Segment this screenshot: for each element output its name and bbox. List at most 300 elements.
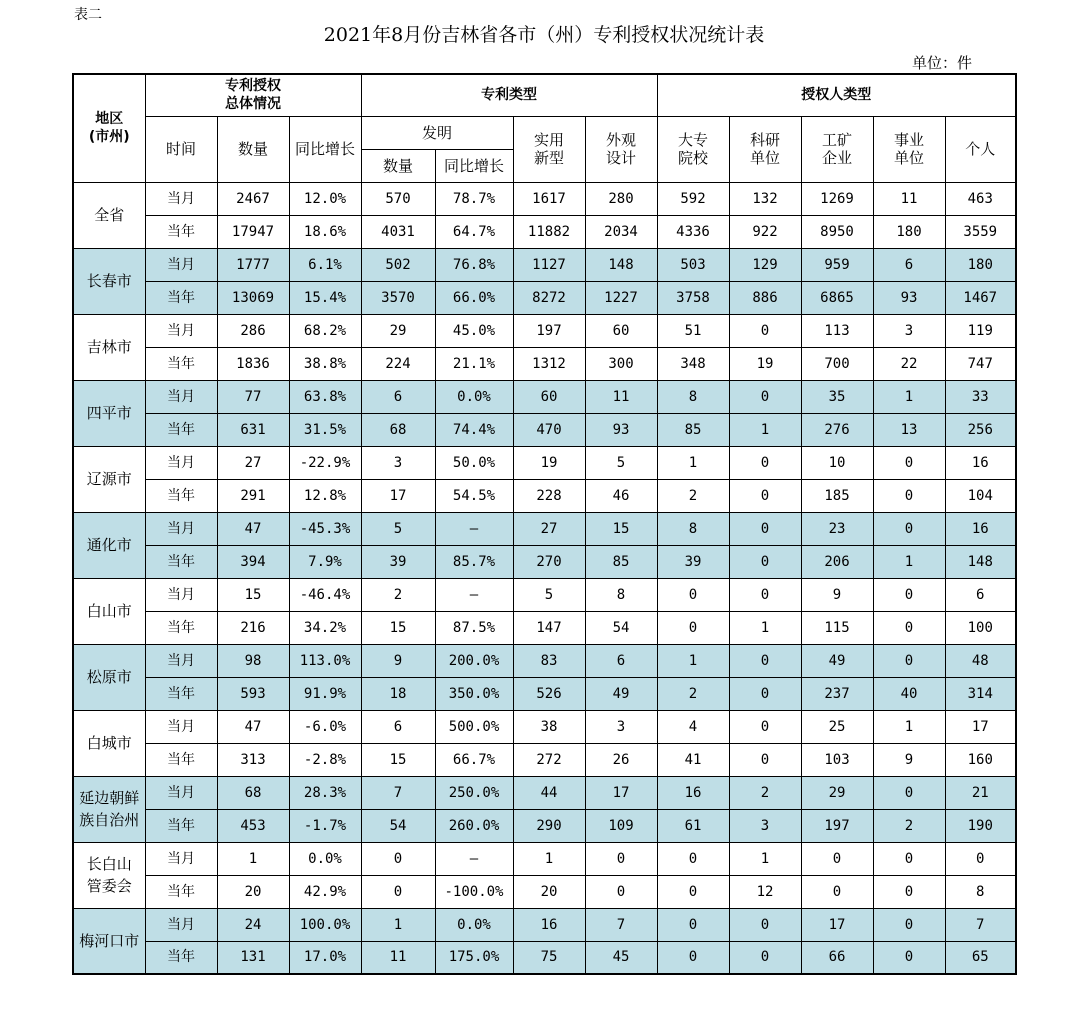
table-row xyxy=(73,446,1016,479)
value-cell: 175.0% xyxy=(435,941,513,974)
header-region: 地区 (市州) xyxy=(73,74,145,182)
value-cell: 0 xyxy=(657,842,729,875)
value-cell: 29 xyxy=(801,776,873,809)
table-row xyxy=(73,875,1016,908)
value-cell: 115 xyxy=(801,611,873,644)
period-cell: 当年 xyxy=(145,281,217,314)
value-cell: 42.9% xyxy=(289,875,361,908)
value-cell: 747 xyxy=(945,347,1016,380)
value-cell: 5 xyxy=(585,446,657,479)
value-cell: 54 xyxy=(585,611,657,644)
value-cell: 0 xyxy=(729,644,801,677)
value-cell: 197 xyxy=(513,314,585,347)
value-cell: 60 xyxy=(585,314,657,347)
table-row xyxy=(73,842,1016,875)
value-cell: 113 xyxy=(801,314,873,347)
value-cell: 76.8% xyxy=(435,248,513,281)
value-cell: 6 xyxy=(873,248,945,281)
document-label: 表二 xyxy=(74,7,102,23)
value-cell: 700 xyxy=(801,347,873,380)
value-cell: 28.3% xyxy=(289,776,361,809)
value-cell: 3 xyxy=(873,314,945,347)
value-cell: 1 xyxy=(513,842,585,875)
value-cell: 570 xyxy=(361,182,435,215)
page-title: 2021年8月份吉林省各市（州）专利授权状况统计表 xyxy=(323,24,765,46)
value-cell: 15 xyxy=(585,512,657,545)
value-cell: 1 xyxy=(873,710,945,743)
table-row xyxy=(73,182,1016,215)
value-cell: 132 xyxy=(729,182,801,215)
period-cell: 当年 xyxy=(145,875,217,908)
table-row xyxy=(73,743,1016,776)
value-cell: 250.0% xyxy=(435,776,513,809)
value-cell: 93 xyxy=(585,413,657,446)
value-cell: 8 xyxy=(945,875,1016,908)
period-cell: 当年 xyxy=(145,215,217,248)
value-cell: 6 xyxy=(945,578,1016,611)
period-cell: 当年 xyxy=(145,545,217,578)
value-cell: 0 xyxy=(873,842,945,875)
value-cell: 12.0% xyxy=(289,182,361,215)
value-cell: 25 xyxy=(801,710,873,743)
value-cell: 300 xyxy=(585,347,657,380)
value-cell: 959 xyxy=(801,248,873,281)
value-cell: 83 xyxy=(513,644,585,677)
value-cell: 4031 xyxy=(361,215,435,248)
value-cell: 3570 xyxy=(361,281,435,314)
value-cell: 2 xyxy=(873,809,945,842)
value-cell: 526 xyxy=(513,677,585,710)
value-cell: 0 xyxy=(873,611,945,644)
value-cell: 0 xyxy=(657,611,729,644)
header-college: 大专 院校 xyxy=(657,116,729,182)
value-cell: 1 xyxy=(657,446,729,479)
table-row xyxy=(73,776,1016,809)
region-cell: 白城市 xyxy=(73,710,145,776)
header-institution: 事业 单位 xyxy=(873,116,945,182)
value-cell: 0 xyxy=(873,941,945,974)
region-cell: 梅河口市 xyxy=(73,908,145,974)
value-cell: 0 xyxy=(729,380,801,413)
value-cell: 31.5% xyxy=(289,413,361,446)
header-enterprise: 工矿 企业 xyxy=(801,116,873,182)
value-cell: 0 xyxy=(873,875,945,908)
period-cell: 当年 xyxy=(145,611,217,644)
table-row xyxy=(73,413,1016,446)
value-cell: 260.0% xyxy=(435,809,513,842)
table-row xyxy=(73,512,1016,545)
value-cell: 0 xyxy=(729,578,801,611)
value-cell: -2.8% xyxy=(289,743,361,776)
value-cell: 0 xyxy=(729,512,801,545)
value-cell: 8272 xyxy=(513,281,585,314)
value-cell: 1 xyxy=(729,413,801,446)
table-row xyxy=(73,710,1016,743)
value-cell: 0 xyxy=(657,578,729,611)
table-row xyxy=(73,578,1016,611)
value-cell: 39 xyxy=(361,545,435,578)
value-cell: 46 xyxy=(585,479,657,512)
region-cell: 长白山 管委会 xyxy=(73,842,145,908)
value-cell: 290 xyxy=(513,809,585,842)
value-cell: 22 xyxy=(873,347,945,380)
table-row xyxy=(73,941,1016,974)
value-cell: 0 xyxy=(585,842,657,875)
value-cell: 0 xyxy=(729,545,801,578)
value-cell: 18.6% xyxy=(289,215,361,248)
value-cell: 35 xyxy=(801,380,873,413)
value-cell: 197 xyxy=(801,809,873,842)
value-cell: 15.4% xyxy=(289,281,361,314)
value-cell: 7.9% xyxy=(289,545,361,578)
value-cell: 272 xyxy=(513,743,585,776)
value-cell: 38.8% xyxy=(289,347,361,380)
value-cell: 0 xyxy=(361,875,435,908)
value-cell: 1227 xyxy=(585,281,657,314)
period-cell: 当月 xyxy=(145,578,217,611)
value-cell: 148 xyxy=(945,545,1016,578)
period-cell: 当月 xyxy=(145,248,217,281)
value-cell: 45 xyxy=(585,941,657,974)
value-cell: 13069 xyxy=(217,281,289,314)
value-cell: 66.7% xyxy=(435,743,513,776)
value-cell: 16 xyxy=(657,776,729,809)
value-cell: 593 xyxy=(217,677,289,710)
value-cell: 1777 xyxy=(217,248,289,281)
period-cell: 当年 xyxy=(145,743,217,776)
value-cell: 0 xyxy=(657,908,729,941)
period-cell: 当年 xyxy=(145,677,217,710)
value-cell: 1467 xyxy=(945,281,1016,314)
table-row xyxy=(73,611,1016,644)
value-cell: 40 xyxy=(873,677,945,710)
period-cell: 当月 xyxy=(145,314,217,347)
header-invention: 发明 xyxy=(361,116,513,149)
value-cell: 54.5% xyxy=(435,479,513,512)
value-cell: 0 xyxy=(657,941,729,974)
value-cell: 93 xyxy=(873,281,945,314)
value-cell: — xyxy=(435,578,513,611)
header-invention-count: 数量 xyxy=(361,149,435,182)
value-cell: 0 xyxy=(873,776,945,809)
header-count: 数量 xyxy=(217,116,289,182)
value-cell: 1269 xyxy=(801,182,873,215)
value-cell: 34.2% xyxy=(289,611,361,644)
table-row xyxy=(73,479,1016,512)
header-time: 时间 xyxy=(145,116,217,182)
value-cell: 19 xyxy=(513,446,585,479)
value-cell: 291 xyxy=(217,479,289,512)
value-cell: -1.7% xyxy=(289,809,361,842)
table-row xyxy=(73,380,1016,413)
value-cell: 47 xyxy=(217,710,289,743)
value-cell: 286 xyxy=(217,314,289,347)
value-cell: 65 xyxy=(945,941,1016,974)
value-cell: 8950 xyxy=(801,215,873,248)
value-cell: 206 xyxy=(801,545,873,578)
value-cell: 6.1% xyxy=(289,248,361,281)
value-cell: 3559 xyxy=(945,215,1016,248)
value-cell: 15 xyxy=(217,578,289,611)
value-cell: 38 xyxy=(513,710,585,743)
value-cell: 48 xyxy=(945,644,1016,677)
value-cell: 503 xyxy=(657,248,729,281)
value-cell: 3 xyxy=(585,710,657,743)
value-cell: 131 xyxy=(217,941,289,974)
value-cell: 4 xyxy=(657,710,729,743)
value-cell: 7 xyxy=(945,908,1016,941)
value-cell: 3 xyxy=(361,446,435,479)
period-cell: 当月 xyxy=(145,644,217,677)
value-cell: 85 xyxy=(657,413,729,446)
header-individual: 个人 xyxy=(945,116,1016,182)
value-cell: 18 xyxy=(361,677,435,710)
value-cell: 44 xyxy=(513,776,585,809)
value-cell: 348 xyxy=(657,347,729,380)
value-cell: 16 xyxy=(513,908,585,941)
value-cell: 20 xyxy=(513,875,585,908)
period-cell: 当年 xyxy=(145,347,217,380)
value-cell: 103 xyxy=(801,743,873,776)
value-cell: 41 xyxy=(657,743,729,776)
table-row xyxy=(73,215,1016,248)
value-cell: 3758 xyxy=(657,281,729,314)
value-cell: 280 xyxy=(585,182,657,215)
value-cell: 54 xyxy=(361,809,435,842)
period-cell: 当年 xyxy=(145,941,217,974)
table-row xyxy=(73,809,1016,842)
value-cell: 61 xyxy=(657,809,729,842)
value-cell: 0 xyxy=(361,842,435,875)
value-cell: 63.8% xyxy=(289,380,361,413)
table-row xyxy=(73,281,1016,314)
period-cell: 当月 xyxy=(145,908,217,941)
header-invention-yoy: 同比增长 xyxy=(435,149,513,182)
value-cell: 113.0% xyxy=(289,644,361,677)
value-cell: 1 xyxy=(729,611,801,644)
value-cell: 27 xyxy=(217,446,289,479)
value-cell: 237 xyxy=(801,677,873,710)
value-cell: 0.0% xyxy=(289,842,361,875)
value-cell: 100 xyxy=(945,611,1016,644)
value-cell: 7 xyxy=(585,908,657,941)
period-cell: 当月 xyxy=(145,512,217,545)
value-cell: 3 xyxy=(729,809,801,842)
period-cell: 当年 xyxy=(145,479,217,512)
table-row xyxy=(73,644,1016,677)
value-cell: 1 xyxy=(873,545,945,578)
value-cell: 47 xyxy=(217,512,289,545)
value-cell: 64.7% xyxy=(435,215,513,248)
value-cell: 0 xyxy=(945,842,1016,875)
value-cell: 2 xyxy=(657,677,729,710)
value-cell: 11 xyxy=(361,941,435,974)
value-cell: 17.0% xyxy=(289,941,361,974)
value-cell: 85 xyxy=(585,545,657,578)
value-cell: 109 xyxy=(585,809,657,842)
value-cell: 27 xyxy=(513,512,585,545)
value-cell: 17 xyxy=(801,908,873,941)
header-patent-type: 专利类型 xyxy=(361,74,657,116)
value-cell: 886 xyxy=(729,281,801,314)
value-cell: 148 xyxy=(585,248,657,281)
value-cell: 276 xyxy=(801,413,873,446)
table-row xyxy=(73,677,1016,710)
table-row xyxy=(73,545,1016,578)
period-cell: 当月 xyxy=(145,446,217,479)
value-cell: 0 xyxy=(729,743,801,776)
value-cell: 17 xyxy=(945,710,1016,743)
region-cell: 白山市 xyxy=(73,578,145,644)
value-cell: -22.9% xyxy=(289,446,361,479)
value-cell: 100.0% xyxy=(289,908,361,941)
value-cell: 592 xyxy=(657,182,729,215)
value-cell: 0 xyxy=(729,314,801,347)
value-cell: 68 xyxy=(361,413,435,446)
value-cell: 20 xyxy=(217,875,289,908)
value-cell: -6.0% xyxy=(289,710,361,743)
value-cell: -46.4% xyxy=(289,578,361,611)
value-cell: 39 xyxy=(657,545,729,578)
value-cell: 256 xyxy=(945,413,1016,446)
value-cell: 29 xyxy=(361,314,435,347)
value-cell: 5 xyxy=(361,512,435,545)
value-cell: 0 xyxy=(657,875,729,908)
period-cell: 当月 xyxy=(145,182,217,215)
period-cell: 当月 xyxy=(145,842,217,875)
region-cell: 四平市 xyxy=(73,380,145,446)
value-cell: 0.0% xyxy=(435,380,513,413)
region-cell: 松原市 xyxy=(73,644,145,710)
header-design: 外观 设计 xyxy=(585,116,657,182)
value-cell: 224 xyxy=(361,347,435,380)
value-cell: 0 xyxy=(873,446,945,479)
region-cell: 辽源市 xyxy=(73,446,145,512)
value-cell: 51 xyxy=(657,314,729,347)
value-cell: 66.0% xyxy=(435,281,513,314)
value-cell: 500.0% xyxy=(435,710,513,743)
value-cell: 0 xyxy=(873,479,945,512)
value-cell: 1127 xyxy=(513,248,585,281)
period-cell: 当月 xyxy=(145,710,217,743)
header-utility: 实用 新型 xyxy=(513,116,585,182)
header-overall: 专利授权 总体情况 xyxy=(145,74,361,116)
value-cell: 17 xyxy=(585,776,657,809)
value-cell: 16 xyxy=(945,446,1016,479)
value-cell: 0.0% xyxy=(435,908,513,941)
value-cell: — xyxy=(435,842,513,875)
value-cell: 1836 xyxy=(217,347,289,380)
value-cell: 11 xyxy=(585,380,657,413)
value-cell: 33 xyxy=(945,380,1016,413)
value-cell: 16 xyxy=(945,512,1016,545)
value-cell: 180 xyxy=(945,248,1016,281)
value-cell: 6 xyxy=(585,644,657,677)
value-cell: 185 xyxy=(801,479,873,512)
unit-label: 单位：件 xyxy=(912,54,973,72)
header-research: 科研 单位 xyxy=(729,116,801,182)
value-cell: 129 xyxy=(729,248,801,281)
value-cell: 2467 xyxy=(217,182,289,215)
region-cell: 全省 xyxy=(73,182,145,248)
value-cell: 270 xyxy=(513,545,585,578)
value-cell: 77 xyxy=(217,380,289,413)
value-cell: 0 xyxy=(585,875,657,908)
value-cell: 68.2% xyxy=(289,314,361,347)
value-cell: 21 xyxy=(945,776,1016,809)
value-cell: 631 xyxy=(217,413,289,446)
value-cell: 13 xyxy=(873,413,945,446)
value-cell: 19 xyxy=(729,347,801,380)
value-cell: 8 xyxy=(585,578,657,611)
value-cell: 26 xyxy=(585,743,657,776)
value-cell: 24 xyxy=(217,908,289,941)
value-cell: 15 xyxy=(361,743,435,776)
value-cell: 119 xyxy=(945,314,1016,347)
value-cell: 5 xyxy=(513,578,585,611)
value-cell: 0 xyxy=(729,479,801,512)
table-row xyxy=(73,908,1016,941)
value-cell: 11 xyxy=(873,182,945,215)
value-cell: 78.7% xyxy=(435,182,513,215)
value-cell: 0 xyxy=(729,446,801,479)
value-cell: 200.0% xyxy=(435,644,513,677)
value-cell: -100.0% xyxy=(435,875,513,908)
value-cell: 17 xyxy=(361,479,435,512)
patent-statistics-table xyxy=(72,73,1017,975)
value-cell: 10 xyxy=(801,446,873,479)
region-cell: 长春市 xyxy=(73,248,145,314)
value-cell: 180 xyxy=(873,215,945,248)
value-cell: 66 xyxy=(801,941,873,974)
value-cell: 9 xyxy=(801,578,873,611)
value-cell: 1617 xyxy=(513,182,585,215)
value-cell: 9 xyxy=(361,644,435,677)
value-cell: 45.0% xyxy=(435,314,513,347)
value-cell: 6 xyxy=(361,710,435,743)
value-cell: 6 xyxy=(361,380,435,413)
value-cell: 1312 xyxy=(513,347,585,380)
value-cell: 502 xyxy=(361,248,435,281)
value-cell: 50.0% xyxy=(435,446,513,479)
value-cell: 1 xyxy=(361,908,435,941)
value-cell: 2 xyxy=(657,479,729,512)
value-cell: 2 xyxy=(729,776,801,809)
value-cell: 9 xyxy=(873,743,945,776)
value-cell: 6865 xyxy=(801,281,873,314)
value-cell: 85.7% xyxy=(435,545,513,578)
region-cell: 延边朝鲜 族自治州 xyxy=(73,776,145,842)
value-cell: 1 xyxy=(657,644,729,677)
value-cell: 0 xyxy=(729,941,801,974)
value-cell: 2034 xyxy=(585,215,657,248)
value-cell: 4336 xyxy=(657,215,729,248)
value-cell: 11882 xyxy=(513,215,585,248)
value-cell: 49 xyxy=(801,644,873,677)
value-cell: 87.5% xyxy=(435,611,513,644)
value-cell: 0 xyxy=(729,908,801,941)
value-cell: 49 xyxy=(585,677,657,710)
value-cell: 91.9% xyxy=(289,677,361,710)
value-cell: 453 xyxy=(217,809,289,842)
value-cell: 74.4% xyxy=(435,413,513,446)
value-cell: 147 xyxy=(513,611,585,644)
value-cell: 8 xyxy=(657,512,729,545)
value-cell: 0 xyxy=(873,578,945,611)
value-cell: 0 xyxy=(873,512,945,545)
value-cell: 0 xyxy=(729,677,801,710)
value-cell: 470 xyxy=(513,413,585,446)
